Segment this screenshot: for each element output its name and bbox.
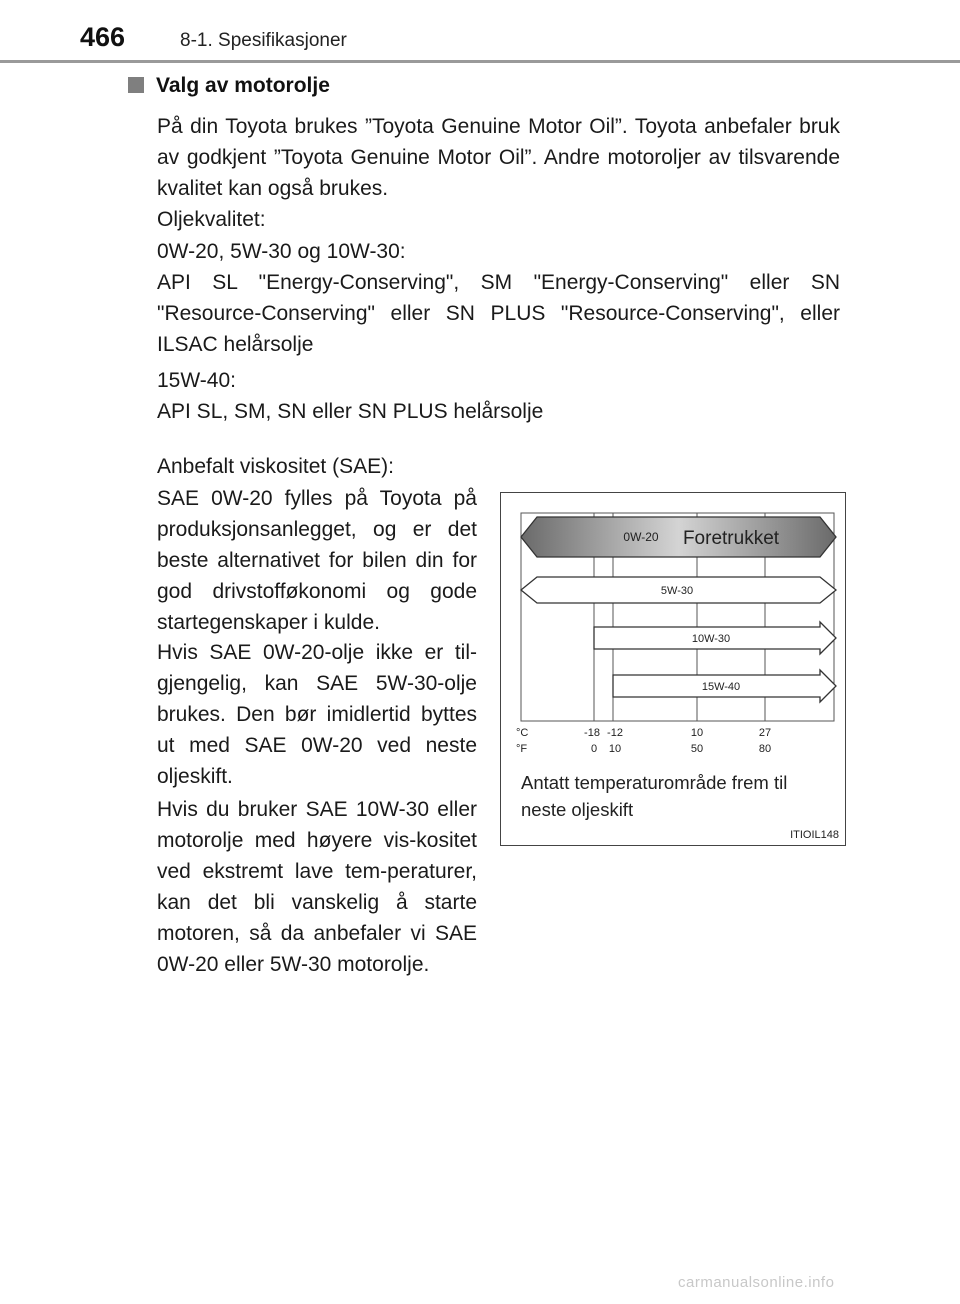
preferred-label: Foretrukket [682,528,780,549]
series-label-0w-20: 0W-20 [623,530,659,544]
tick-f: 0 [590,743,598,755]
section-title: 8-1. Spesifikasjoner [180,30,347,51]
oil-quality-label: Oljekvalitet: [157,208,266,231]
header-divider [0,60,960,63]
watermark: carmanualsonline.info [678,1274,835,1291]
tick-f: 10 [608,743,622,755]
tick-f: 80 [758,743,772,755]
unit-fahrenheit: °F [516,743,528,755]
paragraph-5w30: Hvis SAE 0W-20-olje ikke er til-gjengelig, kan SAE 5W-30-olje brukes. Den bør imidlertid byttes ut med SAE 0W-20 ved neste oljeskift. [157,641,477,788]
range-arrow-0w-20 [521,517,836,557]
tick-c: -12 [607,727,623,739]
section-heading [128,74,330,98]
grade-group-2-spec: API SL, SM, SN eller SN PLUS helårsolje [157,400,544,423]
page-number: 466 [80,22,126,52]
viscosity-label: Anbefalt viskositet (SAE): [157,455,394,478]
section-heading-text: Valg av motorolje [156,74,330,97]
paragraph-low-temp: Hvis du bruker SAE 10W-30 eller motorolje med høyere vis-kositet ved ekstremt lave tem-peraturer, kan det bli vanskelig å starte motoren, så da anbefaler vi SAE 0W-20 eller 5W-30 motorolje. [157,798,477,976]
tick-c: -18 [584,727,600,739]
grade-group-2: 15W-40: [157,369,236,392]
series-label-5w-30: 5W-30 [660,585,694,597]
tick-c: 10 [690,727,704,739]
unit-celsius: °C [516,727,529,739]
tick-c: 27 [758,727,772,739]
intro-paragraph: På din Toyota brukes ”Toyota Genuine Motor Oil”. Toyota anbefaler bruk av godkjent ”Toyota Genuine Motor Oil”. Andre motoroljer av tilsvarende kvalitet kan også brukes. [157,115,840,200]
viscosity-chart [500,492,846,846]
grade-group-1: 0W-20, 5W-30 og 10W-30: [157,240,406,263]
paragraph-0w20: SAE 0W-20 fylles på Toyota på produksjonsanlegget, og er det beste alternativet for bilen din for god drivstofføkonomi og gode startegenskaper i kulde. [157,487,477,634]
series-label-15w-40: 15W-40 [701,681,741,693]
grade-group-1-spec: API SL "Energy-Conserving", SM "Energy-Conserving" eller SN "Resource-Conserving" eller SN PLUS "Resource-Conserving", eller ILSAC helårsolje [157,271,840,356]
figure-code: ITIOIL148 [790,829,839,841]
figure-caption: Antatt temperaturområde frem til neste oljeskift [521,772,788,820]
bullet-square-icon [128,77,144,93]
series-label-10w-30: 10W-30 [691,633,731,645]
tick-f: 50 [690,743,704,755]
